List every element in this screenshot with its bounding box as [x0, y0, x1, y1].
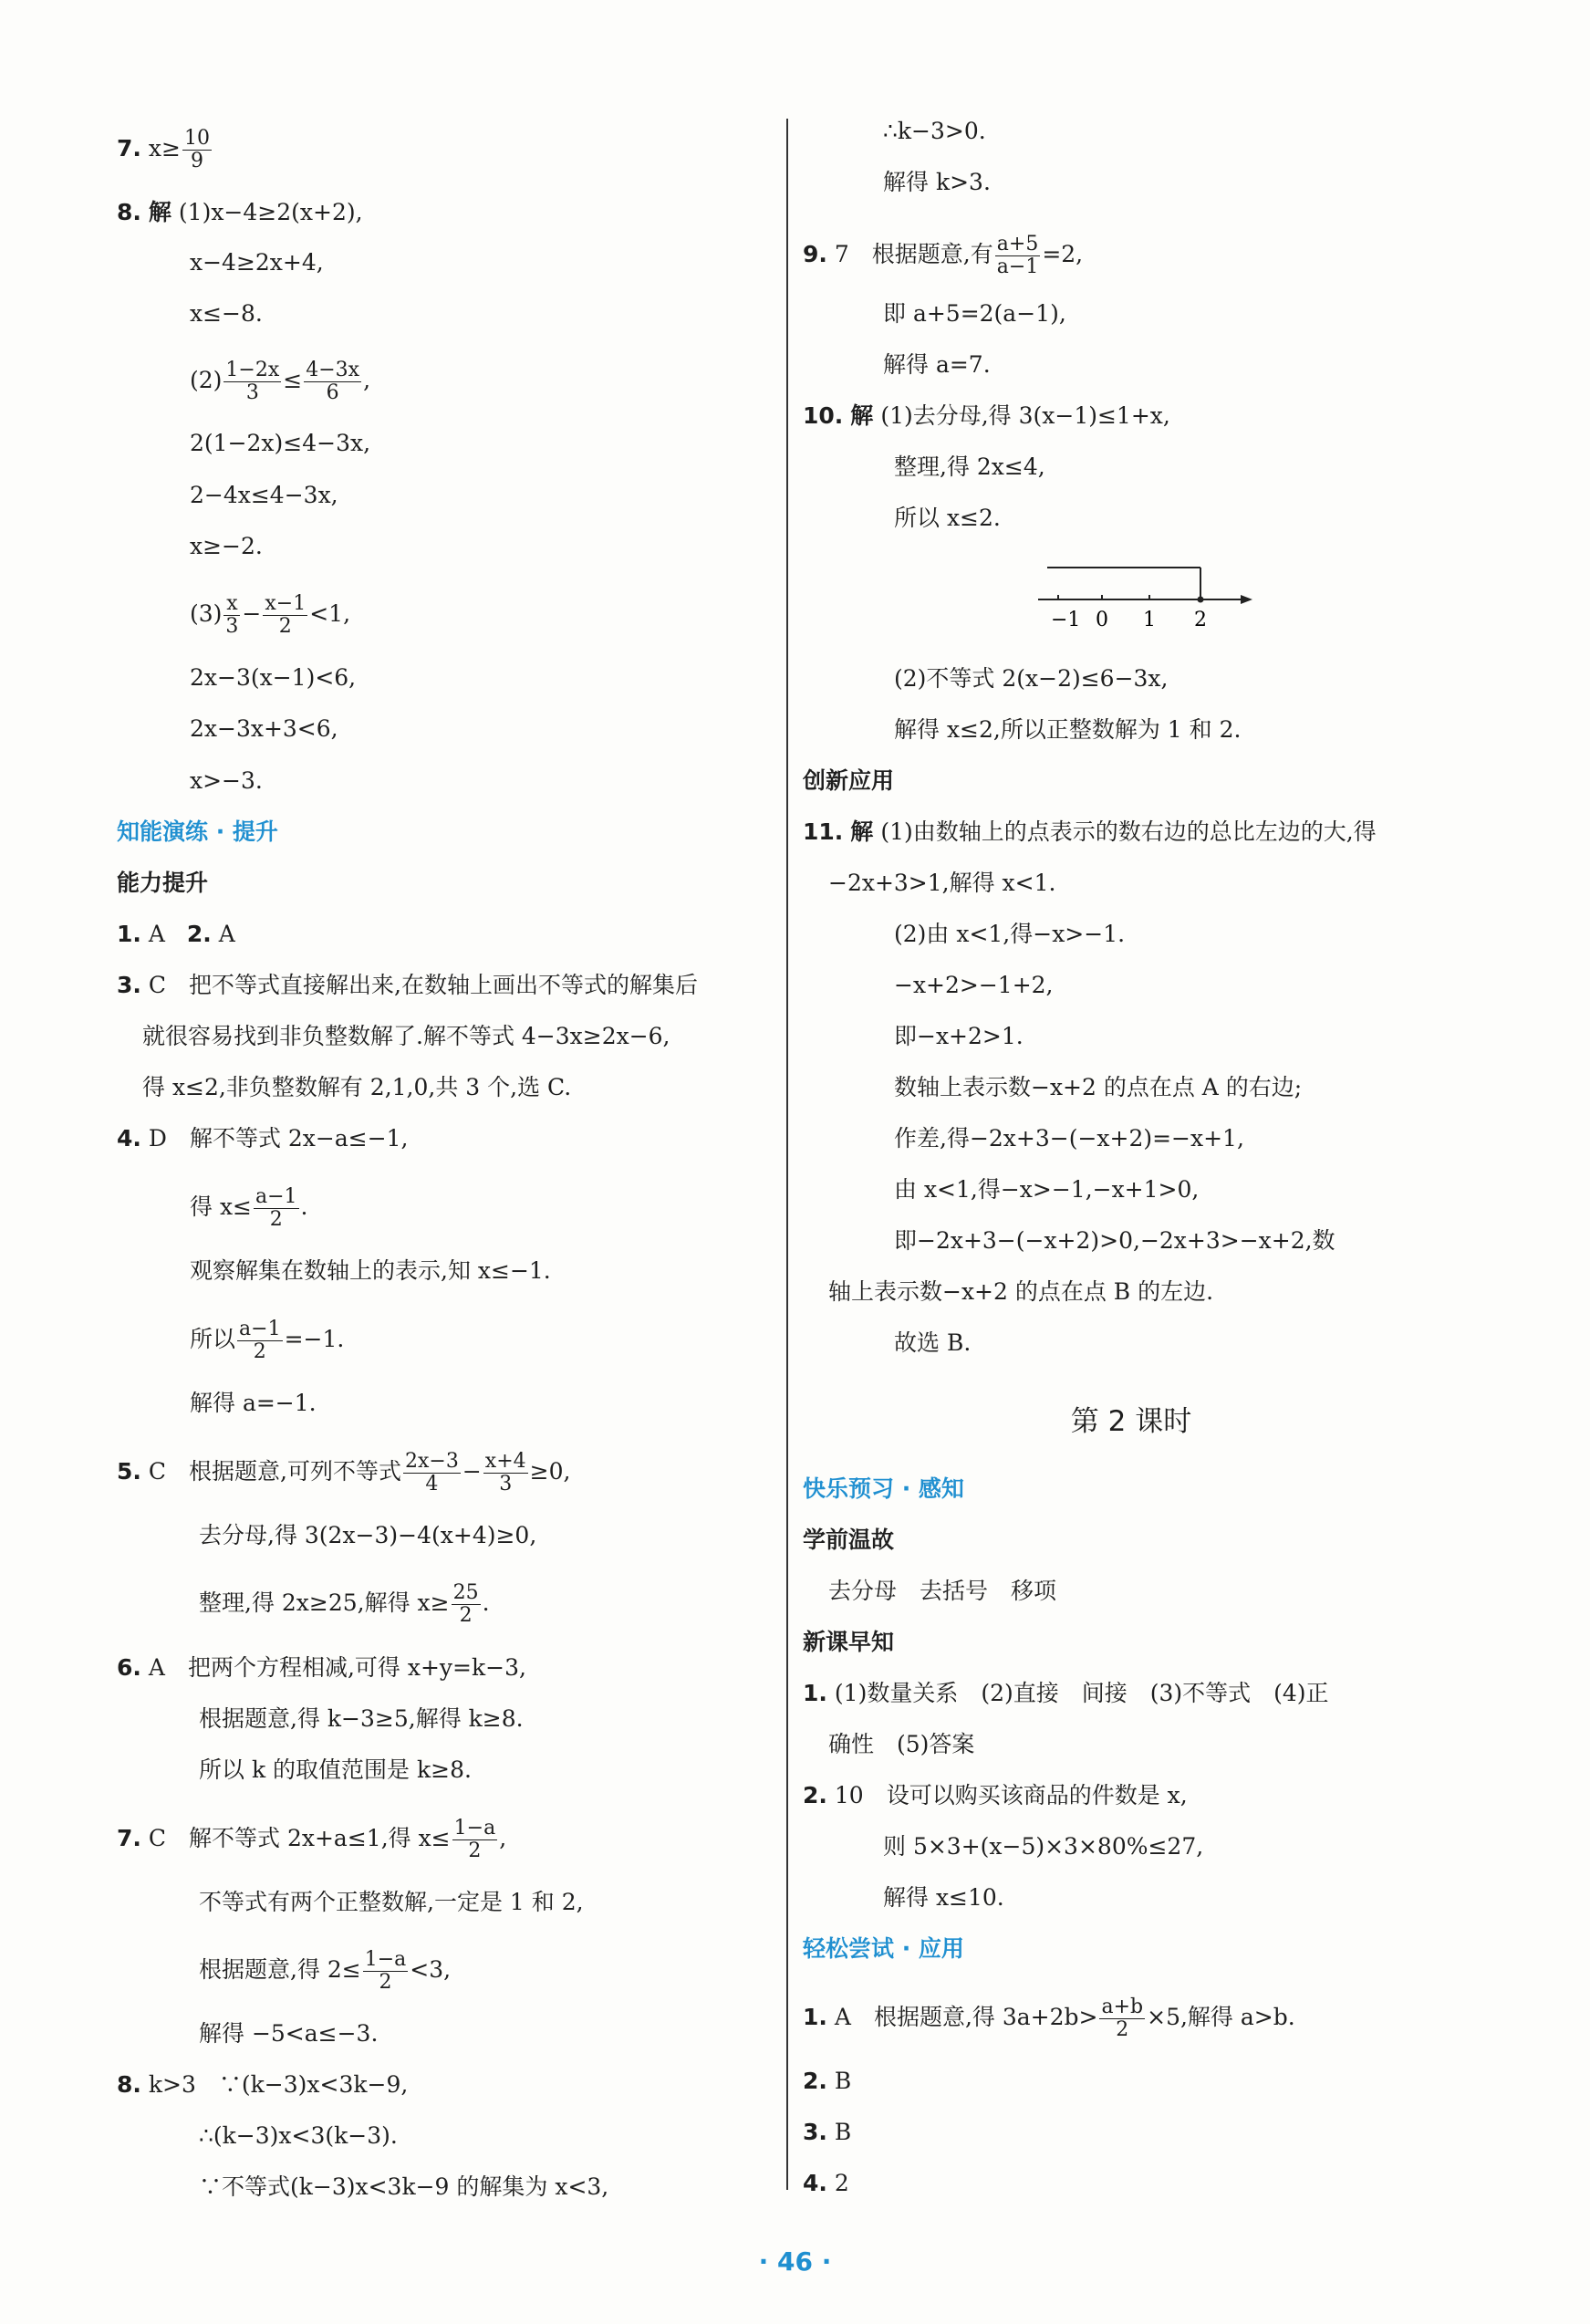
step: 数轴上表示数−x+2 的点在点 A 的右边;: [894, 1074, 1303, 1100]
step: 2−4x≤4−3x,: [190, 482, 338, 508]
step: 解得 a=7.: [883, 351, 991, 378]
step: 根据题意,得 2≤ $\frac{1-a}{2}$ <3,: [199, 1948, 452, 1994]
step: 所以 $\frac{a-1}{2}$ =−1.: [190, 1318, 345, 1363]
step: x>−3.: [190, 767, 263, 794]
step: 轴上表示数−x+2 的点在点 B 的左边.: [828, 1278, 1214, 1305]
sub-heading: 新课早知: [803, 1629, 895, 1655]
step: 所以 k 的取值范围是 k≥8.: [199, 1756, 472, 1783]
page-number: · 46 ·: [758, 2246, 832, 2277]
answer-4: 4. D 解不等式 2x−a≤−1,: [117, 1125, 409, 1152]
easy-4: 4. 2: [803, 2170, 849, 2196]
sub-heading: 创新应用: [803, 767, 895, 794]
answer-8: 8. 解 (1)x−4≥2(x+2),: [117, 199, 363, 225]
step: 即 a+5=2(a−1),: [883, 300, 1066, 327]
answer-1-2: 1. A 2. A: [117, 921, 235, 947]
sub-heading: 学前温故: [803, 1527, 895, 1553]
tick-label: −1: [1051, 609, 1081, 631]
step: 观察解集在数轴上的表示,知 x≤−1.: [190, 1257, 551, 1284]
step: (2)由 x<1,得−x>−1.: [894, 921, 1126, 947]
step: ∵不等式(k−3)x<3k−9 的解集为 x<3,: [199, 2173, 609, 2200]
solid-point: [1198, 597, 1204, 603]
step: x−4≥2x+4,: [190, 249, 324, 276]
step: 解得 a=−1.: [190, 1390, 317, 1416]
step: 即−x+2>1.: [894, 1023, 1024, 1049]
step: ∴k−3>0.: [883, 118, 986, 144]
step: (2) $\frac{1-2x}{3}$ ≤ $\frac{4-3x}{6}$ ,: [190, 359, 371, 404]
answer-3-cont: 得 x≤2,非负整数解有 2,1,0,共 3 个,选 C.: [142, 1074, 572, 1100]
step: ∴(k−3)x<3(k−3).: [199, 2122, 398, 2149]
review-answer: 去分母 去括号 移项: [828, 1578, 1057, 1604]
new-2: 2. 10 设可以购买该商品的件数是 x,: [803, 1782, 1188, 1808]
step: 整理,得 2x≥25,解得 x≥ $\frac{25}{2}$ .: [199, 1581, 490, 1627]
step: 2x−3(x−1)<6,: [190, 664, 357, 691]
step: 整理,得 2x≤4,: [894, 453, 1045, 480]
tick-label: 0: [1096, 609, 1108, 631]
answer-7b: 7. C 解不等式 2x+a≤1,得 x≤ $\frac{1-a}{2}$ ,: [117, 1817, 507, 1862]
step: 2(1−2x)≤4−3x,: [190, 430, 371, 456]
tick-label: 1: [1143, 609, 1156, 631]
step: 则 5×3+(x−5)×3×80%≤27,: [883, 1833, 1204, 1860]
section-heading: 知能演练 · 提升: [117, 818, 278, 845]
step: 去分母,得 3(2x−3)−4(x+4)≥0,: [199, 1522, 537, 1548]
easy-3: 3. B: [803, 2119, 852, 2145]
step: 不等式有两个正整数解,一定是 1 和 2,: [199, 1889, 584, 1915]
step: 解得 −5<a≤−3.: [199, 2020, 379, 2047]
axis-arrow: [1241, 595, 1252, 604]
lesson-title: 第 2 课时: [1070, 1405, 1192, 1438]
sub-heading: 能力提升: [117, 870, 209, 896]
easy-2: 2. B: [803, 2068, 852, 2094]
new-1: 1. (1)数量关系 (2)直接 间接 (3)不等式 (4)正: [803, 1680, 1329, 1706]
step: −x+2>−1+2,: [894, 972, 1054, 998]
step: (2)不等式 2(x−2)≤6−3x,: [894, 665, 1169, 692]
step: 作差,得−2x+3−(−x+2)=−x+1,: [894, 1125, 1244, 1152]
step: 故选 B.: [894, 1329, 972, 1356]
step: 根据题意,得 k−3≥5,解得 k≥8.: [199, 1705, 524, 1732]
step: x≤−8.: [190, 300, 263, 327]
answer-7: 7. x≥ $\frac{10}{9}$: [117, 127, 210, 172]
answer-5: 5. C 根据题意,可列不等式 $\frac{2x-3}{4}$ − $\frac{x+4}{3}$ ≥0,: [117, 1450, 571, 1495]
step: 所以 x≤2.: [894, 505, 1001, 531]
step: 解得 k>3.: [883, 169, 991, 195]
step: (3) $\frac{x}{3}$ − $\frac{x-1}{2}$ <1,: [190, 592, 351, 638]
step: 解得 x≤10.: [883, 1884, 1004, 1911]
step: 解得 x≤2,所以正整数解为 1 和 2.: [894, 716, 1242, 743]
step: x≥−2.: [190, 533, 263, 559]
step: −2x+3>1,解得 x<1.: [828, 870, 1056, 896]
answer-3-cont: 就很容易找到非负整数解了.解不等式 4−3x≥2x−6,: [142, 1023, 670, 1049]
section-heading: 快乐预习 · 感知: [803, 1475, 964, 1502]
tick-label: 2: [1194, 609, 1207, 631]
answer-9: 9. 7 根据题意,有 $\frac{a+5}{a-1}$ =2,: [803, 233, 1084, 278]
number-line-diagram: [1038, 558, 1275, 633]
answer-8b: 8. k>3 ∵(k−3)x<3k−9,: [117, 2071, 409, 2098]
step: 2x−3x+3<6,: [190, 715, 338, 742]
section-heading: 轻松尝试 · 应用: [803, 1935, 964, 1962]
answer-6: 6. A 把两个方程相减,可得 x+y=k−3,: [117, 1654, 526, 1681]
step: 由 x<1,得−x>−1,−x+1>0,: [894, 1176, 1200, 1203]
fraction: $\frac{10}{9}$: [183, 127, 210, 172]
answer-11: 11. 解 (1)由数轴上的点表示的数右边的总比左边的大,得: [803, 818, 1377, 845]
step: 即−2x+3−(−x+2)>0,−2x+3>−x+2,数: [894, 1227, 1335, 1254]
answer-3: 3. C 把不等式直接解出来,在数轴上画出不等式的解集后: [117, 972, 698, 998]
answer-10: 10. 解 (1)去分母,得 3(x−1)≤1+x,: [803, 402, 1170, 429]
new-1-cont: 确性 (5)答案: [828, 1731, 975, 1757]
easy-1: 1. A 根据题意,得 3a+2b> $\frac{a+b}{2}$ ×5,解得 a>b.: [803, 1996, 1295, 2041]
step: 得 x≤ $\frac{a-1}{2}$ .: [190, 1185, 308, 1231]
column-divider: [786, 119, 788, 2190]
